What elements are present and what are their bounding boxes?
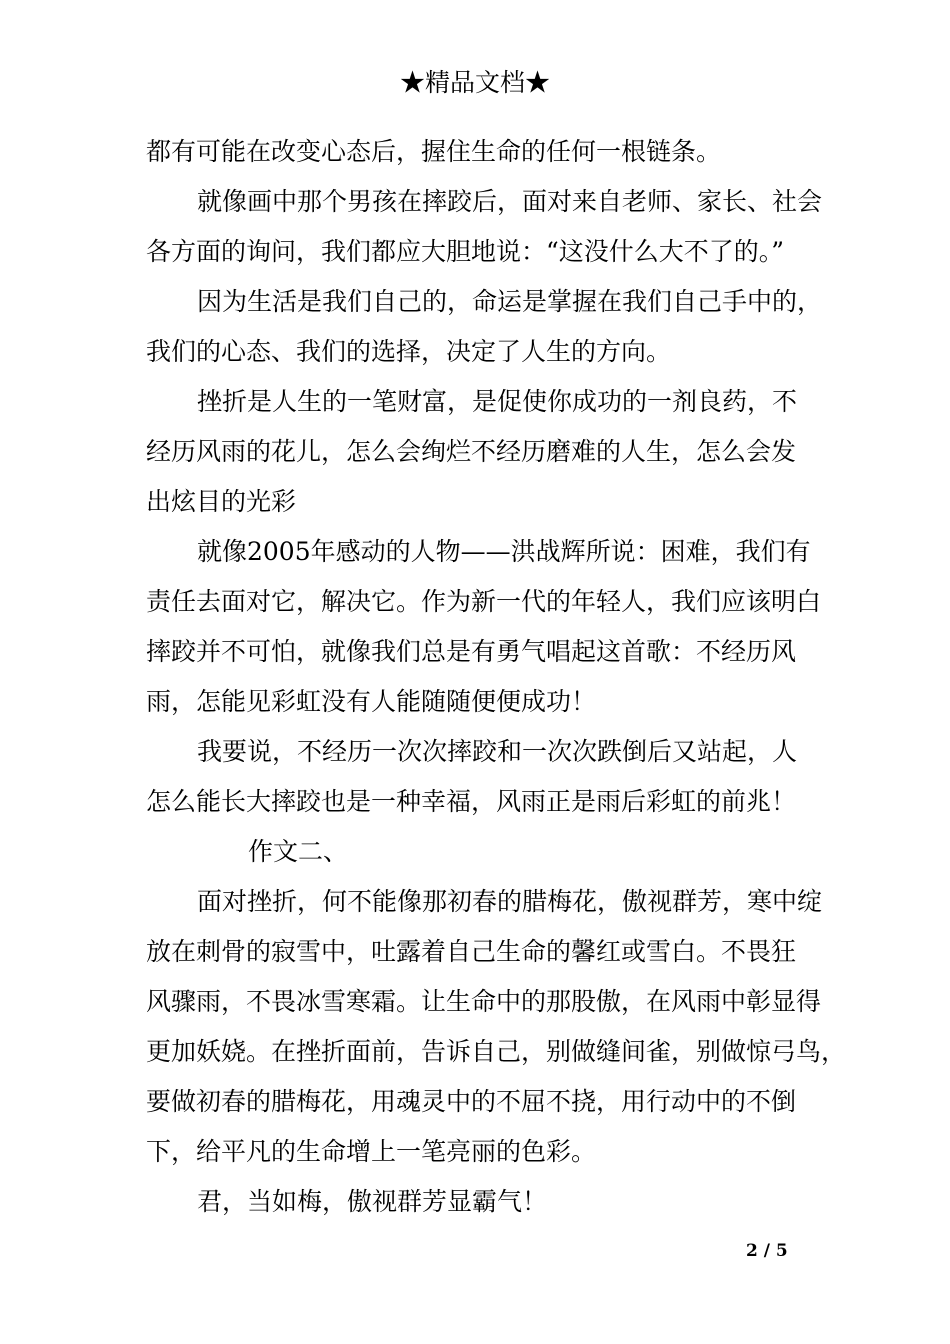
text-line: 我们的心态、我们的选择，决定了人生的方向。 — [146, 337, 672, 366]
text-line: 经历风雨的花儿，怎么会绚烂不经历磨难的人生，怎么会发 — [146, 437, 797, 466]
text-line: 出炫目的光彩 — [146, 487, 297, 516]
text-line: 雨，怎能见彩虹没有人能随随便便成功！ — [146, 687, 597, 716]
text-line: 我要说，不经历一次次摔跤和一次次跌倒后又站起，人 — [197, 737, 798, 766]
page-header-title: ★精品文档★ — [399, 68, 550, 97]
section-heading: 作文二、 — [248, 837, 349, 866]
text-line: 因为生活是我们自己的，命运是掌握在我们自己手中的， — [197, 287, 823, 316]
text-line: 挫折是人生的一笔财富，是促使你成功的一剂良药，不 — [197, 387, 798, 416]
text-line: 怎么能长大摔跤也是一种幸福，风雨正是雨后彩虹的前兆！ — [146, 787, 797, 816]
text-line: 都有可能在改变心态后，握住生命的任何一根链条。 — [146, 137, 722, 166]
text-line: 各方面的询问，我们都应大胆地说：“这没什么大不了的。” — [146, 237, 785, 266]
text-line: 责任去面对它，解决它。作为新一代的年轻人，我们应该明白 — [146, 587, 822, 616]
text-line: 摔跤并不可怕，就像我们总是有勇气唱起这首歌：不经历风 — [146, 637, 797, 666]
text-line: 下，给平凡的生命增上一笔亮丽的色彩。 — [146, 1137, 597, 1166]
text-line: 放在刺骨的寂雪中，吐露着自己生命的馨红或雪白。不畏狂 — [146, 937, 797, 966]
document-body — [146, 127, 847, 1227]
page-number: 2 / 5 — [746, 1241, 788, 1261]
text-line: 风骤雨，不畏冰雪寒霜。让生命中的那股傲，在风雨中彰显得 — [146, 987, 822, 1016]
text-line: 君，当如梅，傲视群芳显霸气！ — [197, 1187, 548, 1216]
text-line: 就像画中那个男孩在摔跤后，面对来自老师、家长、社会 — [197, 187, 823, 216]
text-line: 就像2005年感动的人物——洪战辉所说：困难，我们有 — [197, 537, 811, 566]
text-line: 更加妖娆。在挫折面前，告诉自己，别做缝间雀，别做惊弓鸟， — [146, 1037, 847, 1066]
text-line: 要做初春的腊梅花，用魂灵中的不屈不挠，用行动中的不倒 — [146, 1087, 797, 1116]
text-line: 面对挫折，何不能像那初春的腊梅花，傲视群芳，寒中绽 — [197, 887, 823, 916]
